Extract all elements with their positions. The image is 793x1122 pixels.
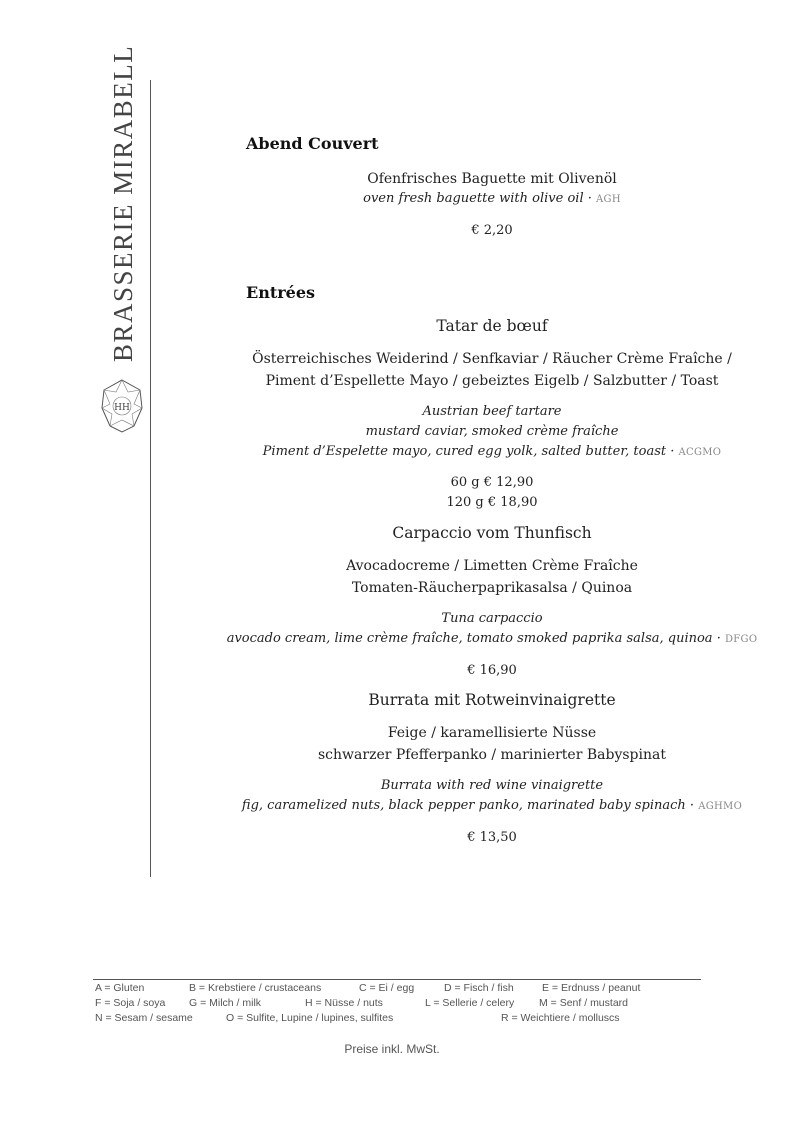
couvert-item-en-text: oven fresh baguette with olive oil ·: [363, 191, 592, 206]
brand-name: BRASSERIE MIRABELL: [108, 44, 138, 362]
legend-item: B = Krebstiere / crustaceans: [189, 982, 322, 994]
dish-description-en: [152, 629, 793, 650]
legend-item: O = Sulfite, Lupine / lupines, sulfites: [226, 1012, 394, 1024]
dish-description-en: mustard caviar, smoked crème fraîche: [365, 424, 619, 439]
dish-price: 120 g € 18,90: [446, 495, 538, 510]
dish-price: 60 g € 12,90: [450, 475, 534, 490]
dish-description-de: Piment d’Espellette Mayo / gebeiztes Eigelb / Salzbutter / Toast: [265, 373, 719, 389]
dish-description-en: Burrata with red wine vinaigrette: [380, 778, 604, 793]
legend-item: D = Fisch / fish: [444, 982, 514, 994]
dish-description-de: Feige / karamellisierte Nüsse: [387, 725, 597, 741]
dish-description-de: schwarzer Pfefferpanko / marinierter Babyspinat: [318, 747, 666, 763]
legend-row: [95, 982, 715, 997]
dish-name: Carpaccio vom Thunfisch: [392, 524, 592, 542]
dish-description-en: Tuna carpaccio: [441, 611, 543, 626]
legend-row: [95, 1012, 715, 1027]
section-title-entrees: Entrées: [246, 283, 316, 302]
dish-description-en: [152, 442, 793, 463]
legend-item: R = Weichtiere / molluscs: [501, 1012, 620, 1024]
couvert-item-en: [152, 189, 793, 210]
dish-price: € 13,50: [467, 830, 517, 845]
dish-description-de: Tomaten-Räucherpaprikasalsa / Quinoa: [351, 580, 633, 596]
allergen-legend: [95, 982, 715, 1027]
logo-initials: HH: [114, 403, 130, 413]
legend-item: E = Erdnuss / peanut: [542, 982, 641, 994]
legend-item: L = Sellerie / celery: [425, 997, 515, 1009]
brand-column: [95, 44, 145, 460]
dish-description-de: Avocadocreme / Limetten Crème Fraîche: [346, 558, 638, 574]
vertical-divider: [150, 80, 151, 877]
legend-item: C = Ei / egg: [359, 982, 415, 994]
couvert-item-price: € 2,20: [471, 223, 513, 238]
dish-description-en: [152, 796, 793, 817]
legend-item: N = Sesam / sesame: [95, 1012, 193, 1024]
dish-description-en-text: Piment d’Espelette mayo, cured egg yolk, salted butter, toast ·: [262, 444, 675, 459]
dish-description-en-text: fig, caramelized nuts, black pepper panko, marinated baby spinach ·: [241, 798, 695, 813]
section-title-couvert: Abend Couvert: [246, 134, 379, 153]
tax-note: Preise inkl. MwSt.: [344, 1042, 440, 1056]
legend-item: M = Senf / mustard: [539, 997, 628, 1009]
brand-logo: [98, 376, 146, 436]
legend-item: G = Milch / milk: [189, 997, 262, 1009]
legend-item: A = Gluten: [95, 982, 145, 994]
allergen-codes: AGHMO: [698, 801, 743, 812]
footer-divider: [93, 979, 701, 980]
dish-name: Burrata mit Rotweinvinaigrette: [368, 691, 616, 709]
dish-description-en: Austrian beef tartare: [422, 404, 562, 419]
couvert-item-de: Ofenfrisches Baguette mit Olivenöl: [367, 171, 617, 187]
allergen-codes: AGH: [596, 194, 621, 205]
dish-description-de: Österreichisches Weiderind / Senfkaviar / Räucher Crème Fraîche /: [252, 351, 732, 367]
dish-name: Tatar de bœuf: [436, 317, 548, 335]
allergen-codes: ACGMO: [678, 447, 722, 458]
legend-item: H = Nüsse / nuts: [305, 997, 383, 1009]
dish-description-en-text: avocado cream, lime crème fraîche, tomato smoked paprika salsa, quinoa ·: [226, 631, 721, 646]
legend-row: [95, 997, 715, 1012]
legend-item: F = Soja / soya: [95, 997, 166, 1009]
allergen-codes: DFGO: [724, 634, 758, 645]
dish-price: € 16,90: [467, 663, 517, 678]
